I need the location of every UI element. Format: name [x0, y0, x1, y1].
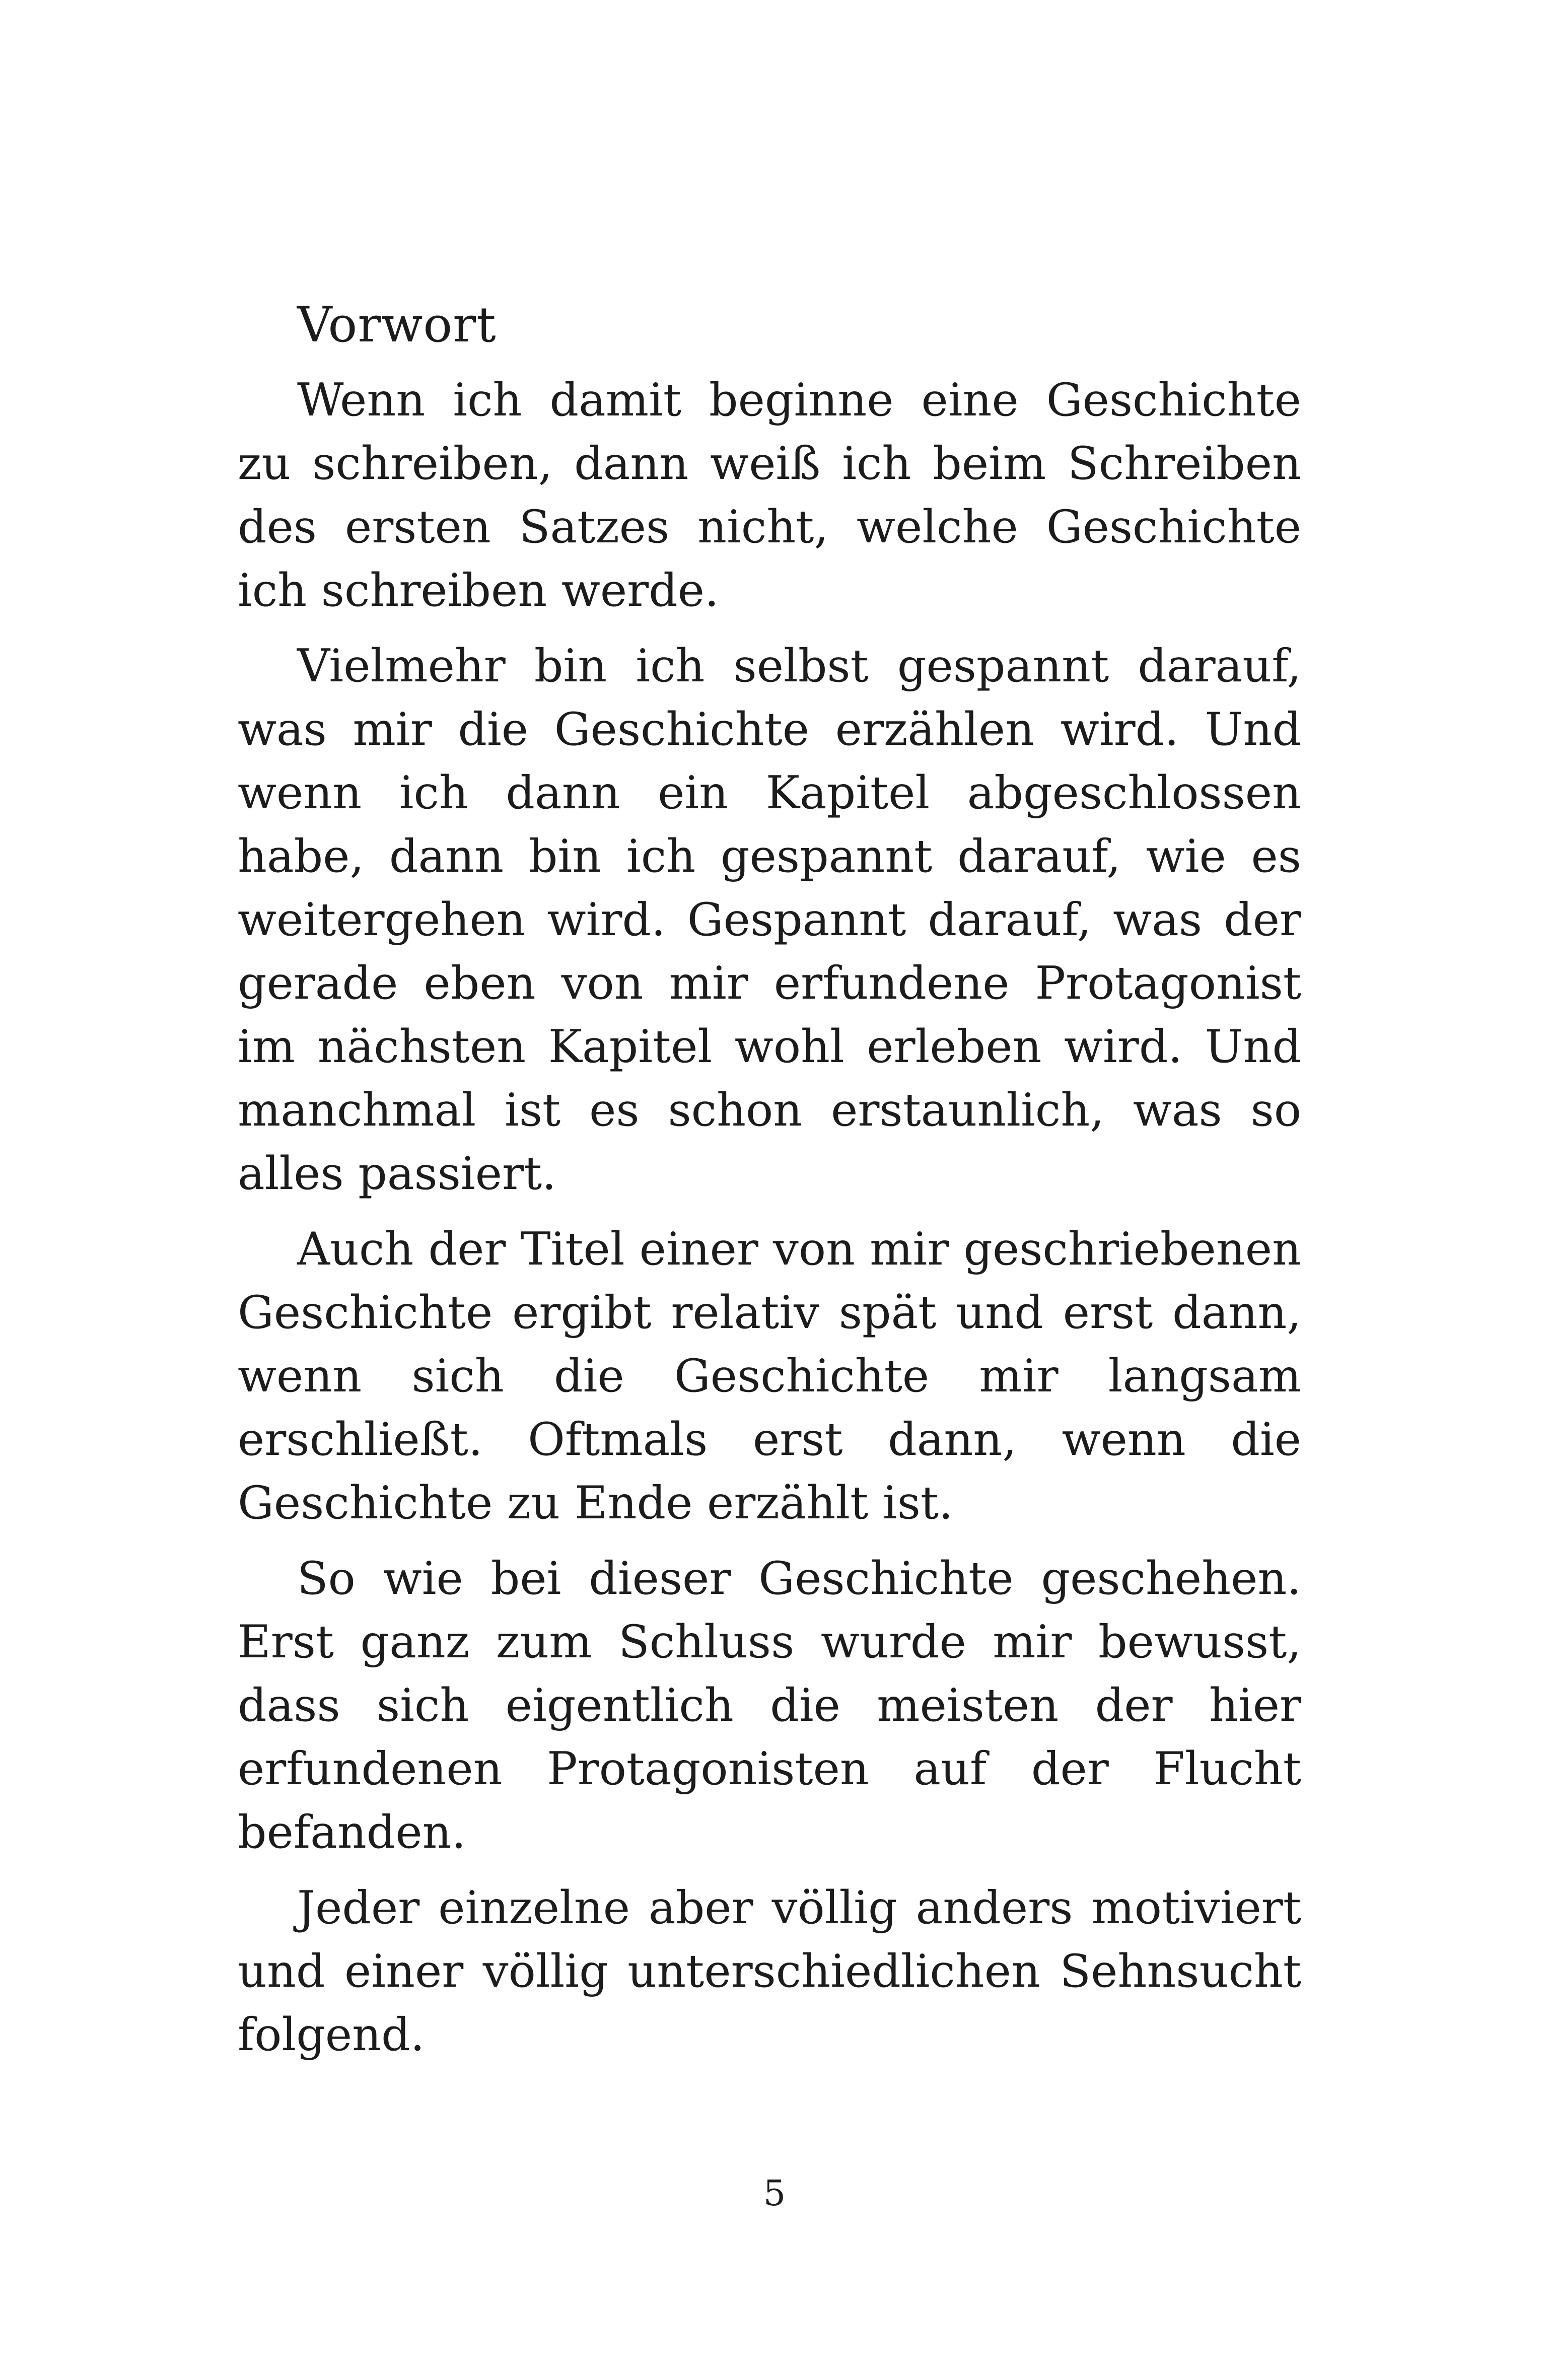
text-block	[238, 287, 1301, 2067]
paragraph-4: So wie bei dieser Geschichte geschehen. Erst ganz zum Schluss wurde mir bewusst, dass sich eigentlich die meisten der hier erfundenen Protagonisten auf der Flucht befanden.	[238, 1552, 1301, 1859]
paragraph-1: Wenn ich damit beginne eine Geschichte zu schreiben, dann weiß ich beim Schreiben des ersten Satzes nicht, welche Geschichte ich schreiben werde.	[238, 374, 1301, 617]
paragraph-3: Auch der Titel einer von mir geschriebenen Geschichte ergibt relativ spät und erst dann, wenn sich die Geschichte mir langsam erschließt. Oftmals erst dann, wenn die Geschichte zu Ende erzählt ist.	[238, 1223, 1301, 1529]
paragraph-5: Jeder einzelne aber völlig anders motiviert und einer völlig unterschiedlichen Sehnsucht folgend.	[238, 1881, 1301, 2061]
paragraph-2: Vielmehr bin ich selbst gespannt darauf, was mir die Geschichte erzählen wird. Und wenn ich dann ein Kapitel abgeschlossen habe, dann bin ich gespannt darauf, wie es weitergehen wird. Gespannt darauf, was der gerade eben von mir erfundene Protagonist im nächsten Kapitel wohl erleben wird. Und manchmal ist es schon erstaunlich, was so alles passiert.	[238, 640, 1301, 1200]
chapter-heading: Vorwort	[297, 297, 497, 353]
page-number: 5	[763, 2173, 786, 2214]
